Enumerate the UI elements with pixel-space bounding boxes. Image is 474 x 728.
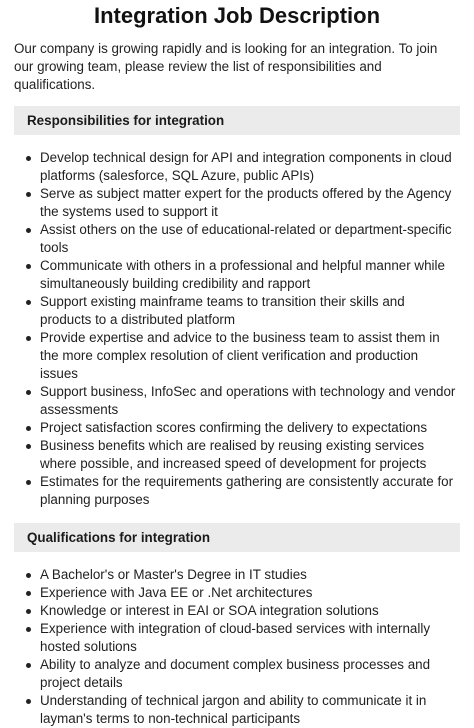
responsibility-item: Provide expertise and advice to the business team to assist them in the more complex resolution of client verification and production issues bbox=[40, 329, 460, 383]
responsibility-item: Support business, InfoSec and operations with technology and vendor assessments bbox=[40, 383, 460, 419]
responsibility-item: Business benefits which are realised by reusing existing services where possible, and increased speed of development for projects bbox=[40, 437, 460, 473]
qualification-item: Experience with Java EE or .Net architectures bbox=[40, 584, 460, 602]
responsibility-item: Project satisfaction scores confirming the delivery to expectations bbox=[40, 419, 460, 437]
responsibility-item: Communicate with others in a professional and helpful manner while simultaneously building credibility and rapport bbox=[40, 257, 460, 293]
responsibility-item: Develop technical design for API and integration components in cloud platforms (salesforce, SQL Azure, public APIs) bbox=[40, 149, 460, 185]
responsibility-item: Estimates for the requirements gathering are consistently accurate for planning purposes bbox=[40, 473, 460, 509]
qualification-item: Understanding of technical jargon and ability to communicate it in layman's terms to non-technical participants bbox=[40, 692, 460, 728]
responsibility-item: Assist others on the use of educational-related or department-specific tools bbox=[40, 221, 460, 257]
intro-paragraph: Our company is growing rapidly and is looking for an integration. To join our growing team, please review the list of responsibilities and qualifications. bbox=[14, 41, 438, 92]
responsibility-item: Serve as subject matter expert for the products offered by the Agency the systems used to support it bbox=[40, 185, 460, 221]
qualification-item: Experience with integration of cloud-based services with internally hosted solutions bbox=[40, 620, 460, 656]
responsibilities-list bbox=[14, 149, 460, 509]
qualification-item: Ability to analyze and document complex business processes and project details bbox=[40, 656, 460, 692]
page-title: Integration Job Description bbox=[93, 3, 381, 28]
qualification-item: Knowledge or interest in EAI or SOA integration solutions bbox=[40, 602, 460, 620]
qualification-item: A Bachelor's or Master's Degree in IT studies bbox=[40, 566, 460, 584]
qualifications-list bbox=[14, 566, 460, 728]
responsibilities-heading: Responsibilities for integration bbox=[14, 106, 460, 135]
responsibility-item: Support existing mainframe teams to transition their skills and products to a distributed platform bbox=[40, 293, 460, 329]
qualifications-heading: Qualifications for integration bbox=[14, 523, 460, 552]
